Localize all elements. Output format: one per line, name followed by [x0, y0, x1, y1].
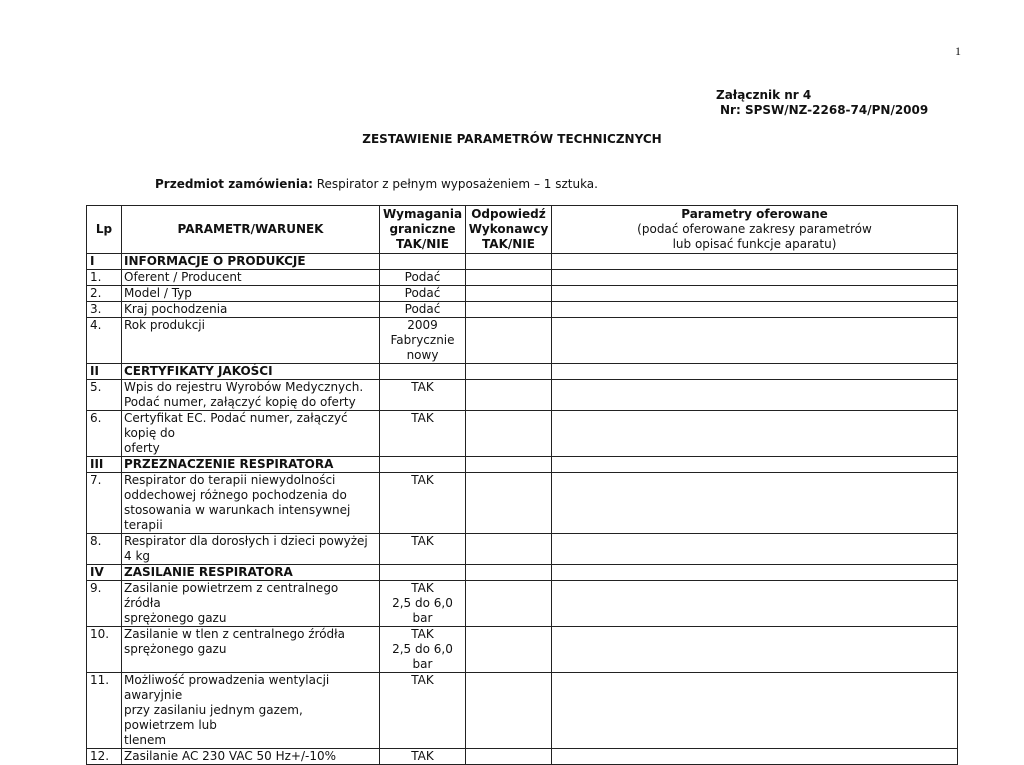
cell-contractor-response[interactable]: [466, 286, 552, 302]
cell-requirement: [380, 581, 466, 627]
cell-requirement: [380, 749, 466, 765]
parameter-line: Rok produkcji: [124, 318, 205, 332]
cell-offered-parameters[interactable]: [552, 627, 958, 673]
requirement-line: TAK: [411, 534, 434, 548]
requirement-line: TAK: [411, 380, 434, 394]
cell-lp: 4.: [87, 318, 122, 364]
cell-offered-parameters[interactable]: [552, 364, 958, 380]
table-row: [87, 302, 958, 318]
parameter-line: [124, 348, 377, 363]
cell-lp: 7.: [87, 473, 122, 534]
cell-lp: 12.: [87, 749, 122, 765]
order-subject-value: Respirator z pełnym wyposażeniem – 1 sztuka.: [316, 177, 598, 191]
cell-parameter: [122, 318, 380, 364]
cell-contractor-response[interactable]: [466, 318, 552, 364]
cell-contractor-response[interactable]: [466, 627, 552, 673]
parameter-line: Zasilanie AC 230 VAC 50 Hz+/-10%: [124, 749, 337, 763]
cell-contractor-response[interactable]: [466, 457, 552, 473]
cell-parameter: [122, 565, 380, 581]
section-row: [87, 364, 958, 380]
cell-offered-parameters[interactable]: [552, 302, 958, 318]
cell-requirement: [380, 286, 466, 302]
parameter-line: sprężonego gazu: [124, 611, 227, 625]
parameter-line: Wpis do rejestru Wyrobów Medycznych.: [124, 380, 364, 394]
cell-offered-parameters[interactable]: [552, 565, 958, 581]
cell-lp: 1.: [87, 270, 122, 286]
parameter-line: INFORMACJE O PRODUKCJE: [124, 254, 306, 268]
cell-contractor-response[interactable]: [466, 581, 552, 627]
header-lp: Lp: [87, 206, 122, 254]
parameter-line: Możliwość prowadzenia wentylacji awaryjnie: [124, 673, 330, 702]
cell-lp: 3.: [87, 302, 122, 318]
cell-parameter: [122, 254, 380, 270]
page-number: 1: [955, 44, 961, 58]
cell-contractor-response[interactable]: [466, 302, 552, 318]
parameter-line: Zasilanie powietrzem z centralnego źródła: [124, 581, 339, 610]
requirement-line: Fabrycznie: [390, 333, 455, 347]
requirement-line: TAK: [411, 411, 434, 425]
cell-offered-parameters[interactable]: [552, 749, 958, 765]
cell-lp: 10.: [87, 627, 122, 673]
table-row: [87, 581, 958, 627]
cell-contractor-response[interactable]: [466, 364, 552, 380]
parameters-table: [86, 205, 958, 765]
parameter-line: Zasilanie w tlen z centralnego źródła: [124, 627, 345, 641]
table-row: [87, 473, 958, 534]
header-requirements: [380, 206, 466, 254]
cell-offered-parameters[interactable]: [552, 581, 958, 627]
cell-lp: IV: [87, 565, 122, 581]
parameter-line: stosowania w warunkach intensywnej terapii: [124, 503, 351, 532]
table-header-row: [87, 206, 958, 254]
cell-requirement: [380, 534, 466, 565]
header-req-line: TAK/NIE: [396, 237, 449, 251]
section-row: [87, 565, 958, 581]
requirement-line: 2,5 do 6,0 bar: [392, 642, 453, 671]
parameter-line: tlenem: [124, 733, 167, 747]
header-resp-line: TAK/NIE: [482, 237, 535, 251]
parameter-line: Kraj pochodzenia: [124, 302, 228, 316]
cell-parameter: [122, 749, 380, 765]
parameter-line: oferty: [124, 441, 160, 455]
header-req-line: Wymagania: [382, 207, 463, 221]
parameter-line: Respirator do terapii niewydolności: [124, 473, 336, 487]
cell-offered-parameters[interactable]: [552, 318, 958, 364]
cell-lp: 11.: [87, 673, 122, 749]
cell-parameter: [122, 534, 380, 565]
cell-lp: 9.: [87, 581, 122, 627]
parameter-line: PRZEZNACZENIE RESPIRATORA: [124, 457, 334, 471]
header-offered-desc: lub opisać funkcje aparatu): [672, 237, 837, 251]
table-row: [87, 286, 958, 302]
cell-requirement: [380, 627, 466, 673]
cell-lp: I: [87, 254, 122, 270]
cell-contractor-response[interactable]: [466, 254, 552, 270]
parameter-line: [124, 333, 377, 348]
requirement-line: nowy: [406, 348, 439, 362]
section-row: [87, 457, 958, 473]
annex-header: [716, 88, 928, 118]
header-offered-title: Parametry oferowane: [681, 207, 828, 221]
cell-parameter: [122, 380, 380, 411]
cell-parameter: [122, 302, 380, 318]
cell-requirement: [380, 473, 466, 534]
annex-number: Nr: SPSW/NZ-2268-74/PN/2009: [720, 103, 929, 117]
header-req-line: graniczne: [389, 222, 456, 236]
cell-offered-parameters[interactable]: [552, 380, 958, 411]
parameter-line: Podać numer, załączyć kopię do oferty: [124, 395, 356, 409]
header-contractor-response: [466, 206, 552, 254]
cell-lp: 2.: [87, 286, 122, 302]
parameter-line: oddechowej różnego pochodzenia do: [124, 488, 347, 502]
table-row: [87, 380, 958, 411]
table-row: [87, 534, 958, 565]
cell-offered-parameters[interactable]: [552, 473, 958, 534]
table-row: [87, 318, 958, 364]
cell-contractor-response[interactable]: [466, 673, 552, 749]
parameter-line: CERTYFIKATY JAKOŚCI: [124, 364, 273, 378]
cell-requirement: [380, 302, 466, 318]
requirement-line: TAK: [411, 473, 434, 487]
cell-contractor-response[interactable]: [466, 534, 552, 565]
requirement-line: 2009: [407, 318, 438, 332]
requirement-line: Podać: [404, 286, 441, 300]
cell-lp: 6.: [87, 411, 122, 457]
parameter-line: sprężonego gazu: [124, 642, 227, 656]
section-row: [87, 254, 958, 270]
requirement-line: TAK: [411, 673, 434, 687]
requirement-line: 2,5 do 6,0 bar: [392, 596, 453, 625]
cell-parameter: [122, 673, 380, 749]
table-row: [87, 270, 958, 286]
cell-parameter: [122, 364, 380, 380]
requirement-line: TAK: [411, 749, 434, 763]
cell-offered-parameters[interactable]: [552, 254, 958, 270]
cell-offered-parameters[interactable]: [552, 270, 958, 286]
cell-lp: III: [87, 457, 122, 473]
document-title: ZESTAWIENIE PARAMETRÓW TECHNICZNYCH: [362, 132, 662, 146]
cell-contractor-response[interactable]: [466, 411, 552, 457]
cell-requirement: [380, 457, 466, 473]
cell-requirement: [380, 565, 466, 581]
header-offered-parameters: [552, 206, 958, 254]
table-row: [87, 749, 958, 765]
cell-offered-parameters[interactable]: [552, 457, 958, 473]
table-row: [87, 411, 958, 457]
order-subject: [155, 177, 598, 191]
requirement-line: TAK: [411, 627, 434, 641]
cell-contractor-response[interactable]: [466, 565, 552, 581]
cell-offered-parameters[interactable]: [552, 411, 958, 457]
cell-requirement: [380, 254, 466, 270]
annex-label: Załącznik nr 4: [716, 88, 812, 102]
cell-parameter: [122, 627, 380, 673]
cell-requirement: [380, 411, 466, 457]
cell-contractor-response[interactable]: [466, 749, 552, 765]
cell-parameter: [122, 473, 380, 534]
cell-requirement: [380, 364, 466, 380]
parameter-line: ZASILANIE RESPIRATORA: [124, 565, 293, 579]
header-parameter: PARAMETR/WARUNEK: [122, 206, 380, 254]
cell-requirement: [380, 270, 466, 286]
cell-parameter: [122, 286, 380, 302]
parameter-line: Model / Typ: [124, 286, 192, 300]
cell-contractor-response[interactable]: [466, 270, 552, 286]
parameter-line: Oferent / Producent: [124, 270, 242, 284]
cell-offered-parameters[interactable]: [552, 673, 958, 749]
cell-lp: 8.: [87, 534, 122, 565]
parameter-line: Certyfikat EC. Podać numer, załączyć kopię do: [124, 411, 348, 440]
header-resp-line: Wykonawcy: [468, 222, 549, 236]
cell-contractor-response[interactable]: [466, 380, 552, 411]
requirement-line: Podać: [404, 270, 441, 284]
order-subject-label: Przedmiot zamówienia:: [155, 177, 313, 191]
header-offered-desc: (podać oferowane zakresy parametrów: [637, 222, 872, 236]
cell-offered-parameters[interactable]: [552, 534, 958, 565]
cell-offered-parameters[interactable]: [552, 286, 958, 302]
parameter-line: przy zasilaniu jednym gazem, powietrzem lub: [124, 703, 303, 732]
cell-lp: 5.: [87, 380, 122, 411]
requirement-line: Podać: [404, 302, 441, 316]
cell-requirement: [380, 380, 466, 411]
cell-contractor-response[interactable]: [466, 473, 552, 534]
cell-requirement: [380, 673, 466, 749]
cell-requirement: [380, 318, 466, 364]
parameter-line: Respirator dla dorosłych i dzieci powyżej 4 kg: [124, 534, 368, 563]
cell-parameter: [122, 411, 380, 457]
header-resp-line: Odpowiedź: [471, 207, 546, 221]
cell-parameter: [122, 457, 380, 473]
cell-parameter: [122, 270, 380, 286]
cell-parameter: [122, 581, 380, 627]
requirement-line: TAK: [411, 581, 434, 595]
cell-lp: II: [87, 364, 122, 380]
table-row: [87, 673, 958, 749]
table-row: [87, 627, 958, 673]
